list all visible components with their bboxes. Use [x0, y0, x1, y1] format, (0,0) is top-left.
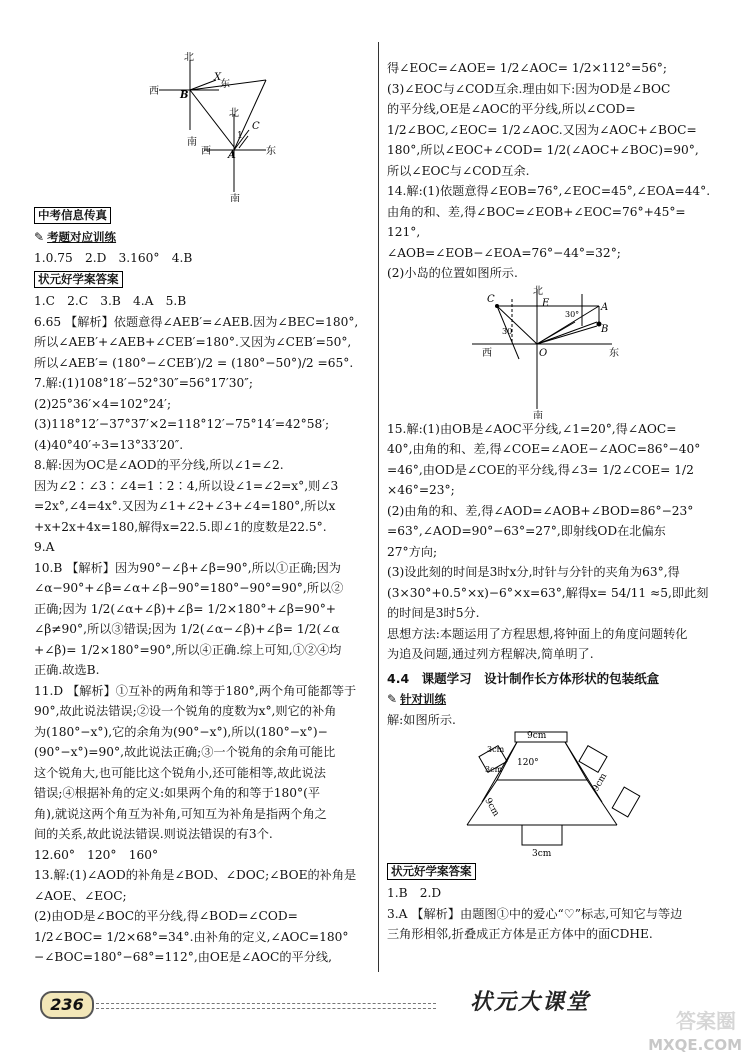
text-line: 180°,所以∠EOC+∠COD= 1/2(∠AOC+∠BOC)=90°, — [387, 143, 699, 157]
text-line: (2)由角的和、差,得∠AOD=∠AOB+∠BOD=86°−23° — [387, 503, 694, 518]
text-line: (3×30°+0.5°×x)−6°×x=63°,解得x= 54/11 ≈5,即此刻 — [387, 585, 709, 600]
label-north-1: 北 — [184, 52, 194, 63]
text-line: (90°−x°)=90°,故此说法正确;③一个锐角的余角可能比 — [34, 745, 336, 759]
label-east-1: 东 — [220, 79, 230, 90]
label-30deg: 30° — [565, 309, 580, 319]
label-X: X — [214, 72, 222, 83]
label-3cm-left2: 3cm — [485, 765, 503, 774]
text-line: 所以∠AEB′= (180°−∠CEB′)/2 = (180°−50°)/2 =65°. — [34, 355, 354, 370]
label-9cm-right: 9cm — [590, 771, 610, 794]
text-line: 1/2∠BOC= 1/2×68°=34°.由补角的定义,∠AOC=180° — [34, 929, 349, 944]
text-line: ∠β≠90°,所以③错误;因为 1/2(∠α−∠β)+∠β= 1/2(∠α — [34, 622, 340, 636]
column-divider — [378, 42, 379, 972]
text-line: 1/2∠BOC,∠EOC= 1/2∠AOC.又因为∠AOC+∠BOC= — [387, 122, 697, 137]
text-line: +∠β)= 1/2×180°=90°,所以④正确.综上可知,①②④均 — [34, 642, 342, 657]
text-line: 13.解:(1)∠AOD的补角是∠BOD、∠DOC;∠BOE的补角是 — [34, 868, 357, 882]
text-line: 1.C 2.C 3.B 4.A 5.B — [34, 294, 187, 308]
text-line: =2x°,∠4=4x°.又因为∠1+∠2+∠3+∠4=180°,所以x — [34, 499, 336, 513]
answers-block-a — [34, 248, 370, 269]
text-line: 的平分线,OE是∠AOC的平分线,所以∠COD= — [387, 102, 636, 116]
text-line: 得∠EOC=∠AOE= 1/2∠AOC= 1/2×112°=56°; — [387, 61, 667, 75]
text-line: 9.A — [34, 540, 55, 554]
section-heading-4-4: 4.4 课题学习 设计制作长方体形状的包装纸盒 — [387, 670, 660, 686]
label-south-1: 南 — [187, 137, 197, 148]
text-line: 为(180°−x°),它的余角为(90°−x°),所以(180°−x°)− — [34, 724, 328, 739]
label-north: 北 — [533, 285, 543, 297]
text-line: 40°,由角的和、差,得∠COE=∠AOE−∠AOC=86°−40° — [387, 442, 701, 456]
watermark-text: 答案圈 — [676, 1009, 736, 1033]
label-south: 南 — [533, 410, 543, 419]
label-9cm-top: 9cm — [527, 731, 547, 741]
label-east-2: 东 — [266, 146, 276, 157]
text-line: −∠BOC=180°−68°=112°,由OE是∠AOC的平分线, — [34, 950, 332, 964]
label-120deg: 120° — [517, 758, 539, 768]
text-line: 27°方向; — [387, 544, 438, 559]
footer-decoration — [96, 1003, 436, 1009]
brand-logo: 状元大课堂 — [470, 990, 591, 1015]
direction-figure — [34, 52, 370, 202]
label-east: 东 — [609, 347, 619, 359]
text-line: ∠AOB=∠EOB−∠EOA=76°−44°=32°; — [387, 245, 621, 260]
solution-line: 解:如图所示. — [387, 712, 456, 727]
answers-block-e — [387, 883, 721, 945]
label-O: O — [539, 347, 548, 359]
page-number: 236 — [40, 991, 94, 1019]
answers-block-b — [34, 291, 370, 968]
label-C: C — [252, 121, 260, 132]
text-line: =63°,∠AOD=90°−63°=27°,即射线OD在北偏东 — [387, 524, 666, 538]
label-B: B — [601, 323, 609, 335]
text-line: 12.60° 120° 160° — [34, 847, 159, 862]
label-3cm-bottom: 3cm — [532, 849, 552, 859]
text-line: 因为∠2∶∠3∶∠4=1∶2∶4,所以设∠1=∠2=x°,则∠3 — [34, 478, 339, 493]
text-line: ∠AOE、∠EOC; — [34, 888, 127, 903]
text-line: 正确.故选B. — [34, 663, 100, 677]
text-line: +x+2x+4x=180,解得x=22.5.即∠1的度数是22.5°. — [34, 519, 327, 534]
text-line: 思想方法:本题运用了方程思想,将钟面上的角度问题转化 — [387, 626, 688, 641]
text-line: (3)∠EOC与∠COD互余.理由如下:因为OD是∠BOC — [387, 81, 671, 96]
text-line: 6.65 【解析】依题意得∠AEB′=∠AEB.因为∠BEC=180°, — [34, 314, 359, 329]
label-west: 西 — [482, 347, 492, 359]
text-line: 错误;④根据补角的定义:如果两个角的和等于180°(平 — [34, 786, 321, 800]
section-box-zhuangyuan: 状元好学案答案 — [34, 271, 123, 288]
text-line: 90°,故此说法错误;②设一个锐角的度数为x°,则它的补角 — [34, 704, 337, 718]
label-1: 1 — [237, 131, 243, 141]
text-line: 角),就说这两个角互为补角,可知互为补角是指两个角之 — [34, 806, 327, 821]
text-line: (3)设此刻的时间是3时x分,时针与分针的夹角为63°,得 — [387, 565, 680, 579]
box-net-figure — [387, 730, 721, 860]
text-line: (3)118°12′−37°37′×2=118°12′−75°14′=42°58′; — [34, 417, 330, 431]
label-north-2: 北 — [229, 108, 239, 119]
label-B: B — [180, 90, 189, 101]
text-line: 1.B 2.D — [387, 886, 442, 900]
text-line: 所以∠AEB′+∠AEB+∠CEB′=180°.又因为∠CEB′=50°, — [34, 335, 352, 349]
text-line: 15.解:(1)由OB是∠AOC平分线,∠1=20°,得∠AOC= — [387, 421, 677, 436]
text-line: 3.A 【解析】由题图①中的爱心“♡”标志,可知它与等边 — [387, 906, 683, 921]
text-line: (2)25°36′×4=102°24′; — [34, 396, 172, 411]
text-line: 的时间是3时5分. — [387, 606, 480, 620]
text-line: =46°,由OD是∠COE的平分线,得∠3= 1/2∠COE= 1/2 — [387, 462, 694, 477]
text-line: 8.解:因为OC是∠AOD的平分线,所以∠1=∠2. — [34, 458, 284, 472]
text-line: 所以∠EOC与∠COD互余. — [387, 163, 530, 178]
text-line: 14.解:(1)依题意得∠EOB=76°,∠EOC=45°,∠EOA=44°. — [387, 184, 711, 198]
subheading-zhendui — [387, 689, 721, 710]
text-line: ×46°=23°; — [387, 483, 455, 497]
text-line: 11.D 【解析】①互补的两角和等于180°,两个角可能都等于 — [34, 683, 357, 698]
text-line: 间的关系,故此说法错误.则说法错误的有3个. — [34, 827, 273, 841]
text-line: 这个锐角大,也可能比这个锐角小,还可能相等,故此说法 — [34, 765, 326, 780]
subheading-kaoti-label: 考题对应训练 — [47, 230, 117, 244]
label-A: A — [228, 150, 236, 161]
pencil-icon: ✎ — [387, 692, 398, 706]
left-column — [34, 0, 370, 968]
text-line: 1.0.75 2.D 3.160° 4.B — [34, 250, 193, 265]
label-30: 30 — [502, 326, 513, 336]
subheading-zhendui-label: 针对训练 — [400, 692, 447, 706]
text-line: 10.B 【解析】因为90°−∠β+∠β=90°,所以①正确;因为 — [34, 560, 341, 575]
label-A: A — [601, 301, 609, 313]
section-box-zhuangyuan-2: 状元好学案答案 — [387, 863, 476, 880]
label-3cm-left: 3cm — [487, 745, 505, 754]
text-line: 7.解:(1)108°18′−52°30″=56°17′30″; — [34, 376, 253, 390]
text-line: 由角的和、差,得∠BOC=∠EOB+∠EOC=76°+45°= — [387, 204, 686, 219]
right-column — [387, 58, 721, 945]
watermark-url: MXQE.COM — [648, 1036, 742, 1054]
text-line: ∠α−90°+∠β=∠α+∠β−90°=180°−90°=90°,所以② — [34, 581, 344, 595]
text-line: (2)由OD是∠BOC的平分线,得∠BOD=∠COD= — [34, 909, 298, 923]
text-line: 正确;因为 1/2(∠α+∠β)+∠β= 1/2×180°+∠β=90°+ — [34, 601, 336, 616]
text-line: 121°, — [387, 225, 421, 239]
label-E: E — [542, 297, 550, 309]
section-box-zhongkao: 中考信息传真 — [34, 207, 111, 224]
pencil-icon: ✎ — [34, 230, 45, 244]
subheading-kaoti — [34, 227, 370, 248]
text-line: 为追及问题,通过列方程解决,简单明了. — [387, 647, 594, 661]
label-west-2: 西 — [201, 146, 211, 157]
label-C: C — [487, 293, 495, 305]
island-figure — [387, 284, 721, 419]
text-line: (2)小岛的位置如图所示. — [387, 266, 518, 280]
label-9cm-left: 9cm — [482, 796, 501, 819]
label-south-2: 南 — [230, 194, 240, 202]
answers-block-c — [387, 58, 721, 284]
footer — [0, 985, 750, 1058]
answers-block-d — [387, 419, 721, 665]
text-line: (4)40°40′÷3=13°33′20″. — [34, 437, 184, 452]
text-line: 三角形相邻,折叠成正方体是正方体中的面CDHE. — [387, 927, 653, 941]
label-west-1: 西 — [149, 86, 159, 97]
